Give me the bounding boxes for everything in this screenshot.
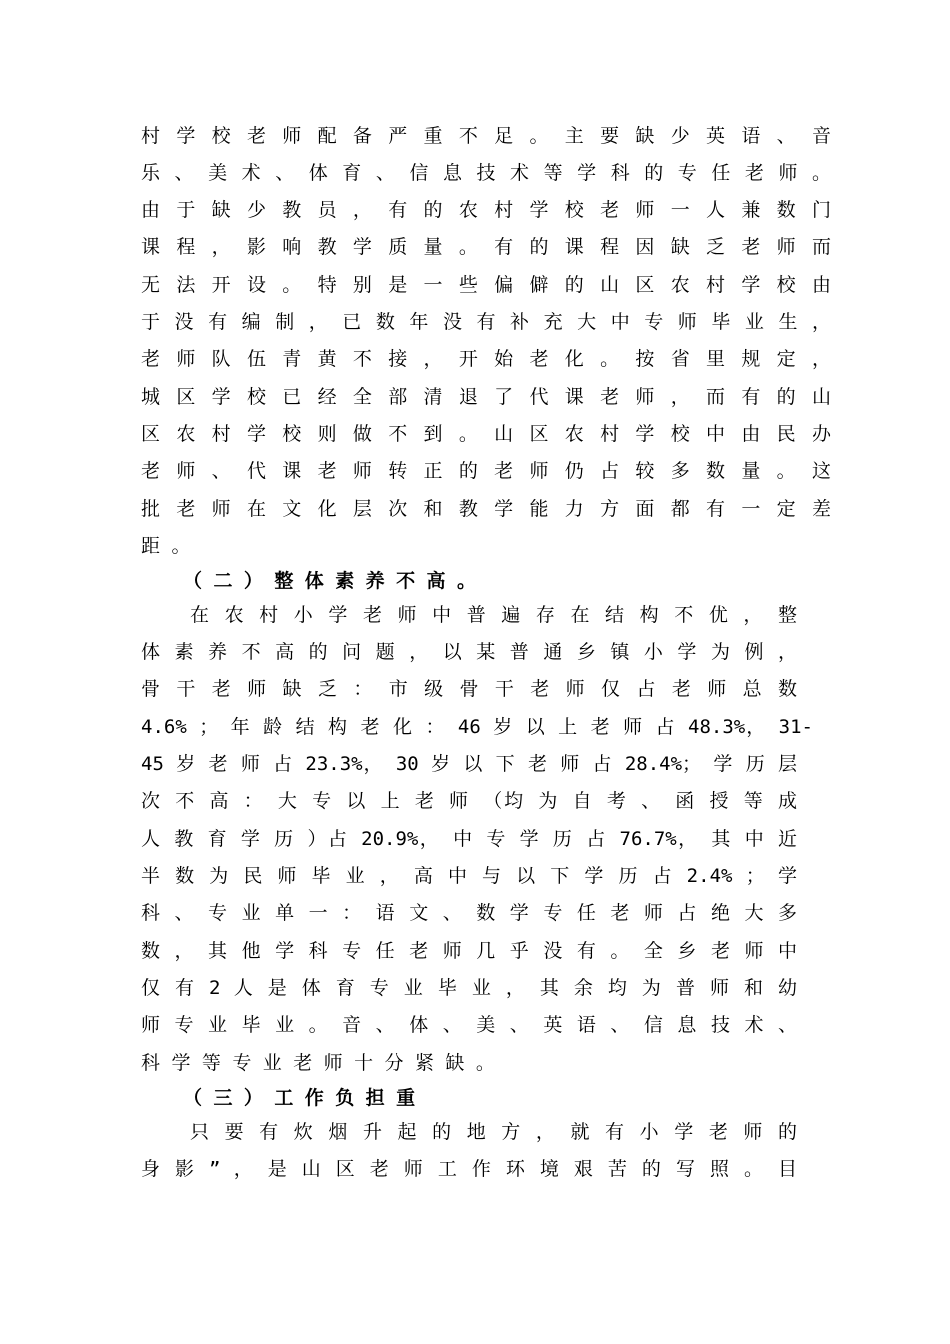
text-line: 4.6% ； 年 龄 结 构 老 化 ： 46 岁 以 上 老 师 占 48.3%， 31- [141,716,813,738]
section-heading-3: （ 三 ） 工 作 负 担 重 [183,1087,416,1109]
text-line: 半 数 为 民 师 毕 业 ， 高 中 与 以 下 学 历 占 2.4% ； 学 [141,865,797,887]
text-line: 科 、 专 业 单 一 ： 语 文 、 数 学 专 任 老 师 占 绝 大 多 [141,902,797,924]
section-heading-2: （ 二 ） 整 体 素 养 不 高 。 [183,570,476,592]
text-line: 45 岁 老 师 占 23.3%， 30 岁 以 下 老 师 占 28.4%； 学 历 层 [141,753,797,775]
text-line: 无 法 开 设 。 特 别 是 一 些 偏 僻 的 山 区 农 村 学 校 由 [141,274,831,296]
text-line: 身 影 ” ， 是 山 区 老 师 工 作 环 境 艰 苦 的 写 照 。 目 [141,1158,797,1180]
text-line: 老 师 队 伍 青 黄 不 接 ， 开 始 老 化 。 按 省 里 规 定 ， [141,348,831,370]
text-line: 人 教 育 学 历 ）占 20.9%， 中 专 学 历 占 76.7%， 其 中 近 [141,828,797,850]
text-line: 距 。 [141,535,191,557]
text-line: 城 区 学 校 已 经 全 部 清 退 了 代 课 老 师 ， 而 有 的 山 [141,386,831,408]
text-line: 区 农 村 学 校 则 做 不 到 。 山 区 农 村 学 校 中 由 民 办 [141,423,831,445]
text-line: 次 不 高 ： 大 专 以 上 老 师 （均 为 自 考 、 函 授 等 成 [141,790,797,812]
text-line: 仅 有 2 人 是 体 育 专 业 毕 业 ， 其 余 均 为 普 师 和 幼 [141,977,797,999]
text-line: 课 程 ， 影 响 教 学 质 量 。 有 的 课 程 因 缺 乏 老 师 而 [141,236,831,258]
text-line: 师 专 业 毕 业 。 音 、 体 、 美 、 英 语 、 信 息 技 术 、 [141,1014,797,1036]
text-line: 由 于 缺 少 教 员 ， 有 的 农 村 学 校 老 师 一 人 兼 数 门 [141,199,831,221]
text-line: 批 老 师 在 文 化 层 次 和 教 学 能 力 方 面 都 有 一 定 差 [141,498,831,520]
text-line: 数 ， 其 他 学 科 专 任 老 师 几 乎 没 有 。 全 乡 老 师 中 [141,940,797,962]
text-line: 只 要 有 炊 烟 升 起 的 地 方 ， 就 有 小 学 老 师 的 [190,1121,797,1143]
text-line: 老 师 、 代 课 老 师 转 正 的 老 师 仍 占 较 多 数 量 。 这 [141,460,831,482]
text-line: 科 学 等 专 业 老 师 十 分 紧 缺 。 [141,1052,495,1074]
text-line: 体 素 养 不 高 的 问 题 ， 以 某 普 通 乡 镇 小 学 为 例 ， [141,641,797,663]
text-line: 村 学 校 老 师 配 备 严 重 不 足 。 主 要 缺 少 英 语 、 音 [141,125,831,147]
text-line: 乐 、 美 术 、 体 育 、 信 息 技 术 等 学 科 的 专 任 老 师 。 [141,162,831,184]
text-line: 在 农 村 小 学 老 师 中 普 遍 存 在 结 构 不 优 ， 整 [190,604,797,626]
text-line: 骨 干 老 师 缺 乏 ： 市 级 骨 干 老 师 仅 占 老 师 总 数 [141,678,797,700]
text-line: 于 没 有 编 制 ， 已 数 年 没 有 补 充 大 中 专 师 毕 业 生 ， [141,311,831,333]
